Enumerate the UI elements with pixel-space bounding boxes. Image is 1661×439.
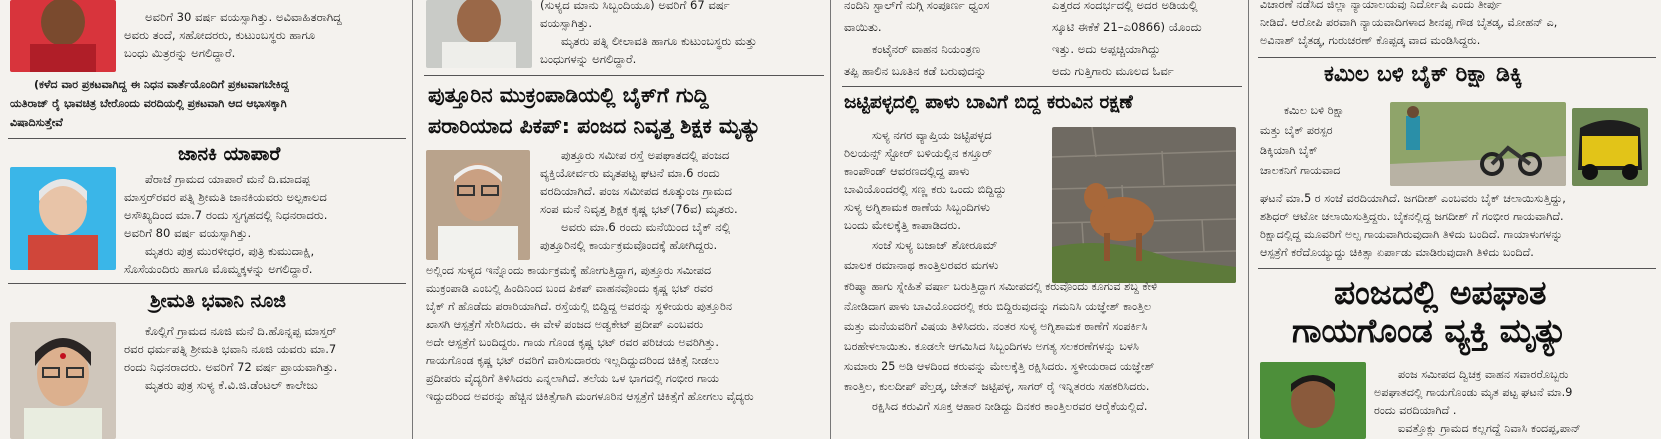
article-text-line: ಡಿಕ್ಕಿಯಾಗಿ ಬೈಕ್ — [1260, 144, 1318, 157]
correction-note: ವಿಷಾದಿಸುತ್ತೇವೆ — [10, 116, 63, 129]
article-photo-teacher — [426, 150, 530, 260]
article-text-line: ನೋಡಿದಾಗ ಪಾಳು ಬಾವಿಯೊಂದರಲ್ಲಿ ಕರು ಬಿದ್ದಿರುವುದನ್ನು ಗಮನಿಸಿ ಯಜ್ಞೇಶ್ ಕಾಂತ್ತಿಲ — [844, 300, 1152, 313]
article-text-line: ಸ್ಕೂಟಿ ಈಕೆಕೆ 21–ಎ0866) ಯೊಂದು — [1052, 20, 1202, 34]
article-text-line: ಪಂಜ ಸಮೀಪದ ದ್ವಿಚಕ್ರ ವಾಹನ ಸವಾರರೊಬ್ಬರು — [1398, 368, 1569, 381]
article-text-line: ಬರಹೇಳಲಾಯಿತು. ಕೂಡಲೇ ಆಗಮಿಸಿದ ಸಿಬ್ಬಂದಿಗಳು ಅಗತ್ಯ ಸಲಕರಣೆಗಳನ್ನು ಬಳಸಿ — [844, 340, 1139, 353]
headline-line-1: ಪುತ್ತೂರಿನ ಮುಕ್ರಂಪಾಡಿಯಲ್ಲಿ ಬೈಕ್‌ಗೆ ಗುದ್ದಿ — [428, 83, 709, 107]
article-text-line: ಆಸ್ಪತ್ರೆಗೆ ಕರೆದೊಯ್ಯುದ್ದು ಚಿಕಿತ್ಸಾ ಏರ್ಪಾಡು ಮಾಡಿರುವುದಾಗಿ ತಿಳಿದು ಬಂದಿದೆ. — [1260, 246, 1534, 259]
column-rule — [412, 0, 413, 439]
article-text-line: ನೀಡಿದೆ. ಆರೋಪಿ ಪರವಾಗಿ ನ್ಯಾಯವಾದಿಗಳಾದ ಶೀನಪ್ಪ ಗೌಡ ಬೈತಡ್ಕ, ಮೋಹನ್ ಎ, — [1260, 16, 1558, 29]
article-text-line: ನಂದಿನಿ ಸ್ಟಾಲ್‌ಗೆ ನುಗ್ಗಿ ಸಂಪೂರ್ಣ ಧ್ವಂಸ — [844, 0, 990, 12]
article-text-line: ವ್ಯಕ್ತಿಯೋರ್ವರು ಮೃತಪಟ್ಟ ಘಟನೆ ಮಾ.6 ರಂದು — [540, 166, 720, 180]
article-text-line: ಅದೇ ಆಸ್ಪತ್ರೆಗೆ ಬಂದಿದ್ದರು. ಗಾಯ ಗೊಂಡ ಕೃಷ್ಣ ಭಟ್ ರವರ ಪರಿಚಯ ಅವರಿಗಿತ್ತು. — [426, 336, 719, 349]
article-text-line: (ಸುಳ್ಯದ ಮಾನು ಸಿಬ್ಬಂದಿಯೂ) ಅವರಿಗೆ 67 ವರ್ಷ — [540, 0, 730, 12]
article-text-line: ಸಂಪ ಮನೆ ನಿವೃತ್ತ ಶಿಕ್ಷಕ ಕೃಷ್ಣ ಭಟ್(76ವ) ಮೃತರು. — [540, 202, 738, 216]
article-photo-autorickshaw — [1572, 108, 1648, 186]
article-text-line: ಕೊಲ್ಲಿಗೆ ಗ್ರಾಮದ ನೂಜಿ ಮನೆ ದಿ.ಹೊನ್ನಪ್ಪ ಮಾಸ್ತರ್ — [145, 324, 337, 338]
headline-line-2: ಪರಾರಿಯಾದ ಪಿಕಪ್: ಪಂಜದ ನಿವೃತ್ತ ಶಿಕ್ಷಕ ಮೃತ್ಯು — [428, 114, 761, 138]
obituary-photo-man — [10, 0, 116, 72]
article-text-line: ರಂದು ನಿಧನರಾದರು. ಅವರಿಗೆ 72 ವರ್ಷ ಪ್ರಾಯವಾಗಿತ್ತು. — [124, 360, 338, 374]
article-text-line: ಮೃತರು ಪುತ್ರ ಮುರಳೀಧರ, ಪುತ್ರಿ ಕುಮುದಾಕ್ಷಿ, — [145, 244, 315, 258]
headline-panja-line-2: ಗಾಯಗೊಂಡ ವ್ಯಕ್ತಿ ಮೃತ್ಯು — [1292, 311, 1568, 350]
article-text-line: ಕರಿಷ್ಮಾ ಹಾಗು ಸ್ನೇಹಿತೆ ವರ್ಷಾ ಬರುತ್ತಿದ್ದಾಗ ಸಮೀಪದಲ್ಲಿ ಕರುವೊಂದು ಕೂಗುವ ಶಬ್ದ ಕೇಳಿ — [844, 280, 1158, 293]
article-text-line: ಖಾಸಗಿ ಆಸ್ಪತ್ರೆಗೆ ಸೇರಿಸಿದರು. ಈ ವೇಳೆ ಪಂಜದ ಅಡ್ವಕೇಟ್ ಪ್ರದೀಪ್ ಎಂಬವರು — [426, 318, 704, 331]
article-text-line: ಘಟನೆ ಮಾ.5 ರ ಸಂಜೆ ವರದಿಯಾಗಿದೆ. ಜಗದೀಶ್ ಎಂಬವರು ಬೈಕ್ ಚಲಾಯಿಸುತ್ತಿದ್ದು, — [1260, 192, 1566, 205]
accident-article-column — [416, 0, 828, 439]
article-photo-victim — [1260, 362, 1366, 439]
headline-kamila: ಕಮಿಲ ಬಳಿ ಬೈಕ್ ರಿಕ್ಷಾ ಡಿಕ್ಕಿ — [1324, 62, 1523, 87]
article-text-line: ರಿಲಯನ್ಸ್ ಸ್ಟೋರ್ ಬಳಿಯಲ್ಲಿನ ಕಸ್ತೂರ್ — [844, 146, 992, 160]
obituaries-column — [0, 0, 410, 439]
correction-note: (ಕಳೆದ ವಾರ ಪ್ರಕಟವಾಗಿದ್ದ ಈ ನಿಧನ ವಾರ್ತೆಯೊಂದಿಗೆ ಪ್ರಕಟವಾಗಬೇಕಿದ್ದ — [34, 78, 289, 91]
article-text-line: ಮತ್ತು ಮನೆಯವರಿಗೆ ವಿಷಯ ತಿಳಿಸಿದರು. ನಂತರ ಸುಳ್ಯ ಅಗ್ನಿಶಾಮಕ ಠಾಣೆಗೆ ಸಂಪರ್ಕಿಸಿ — [844, 320, 1148, 333]
section-divider — [8, 138, 406, 139]
article-text-line: ಮಾಸ್ತರ್‌ರವರ ಪತ್ನಿ ಶ್ರೀಮತಿ ಜಾನಕಿಯವರು ಅಲ್ಪಕಾಲದ — [124, 190, 327, 204]
article-text-line: ಸಂಜೆ ಸುಳ್ಯ ಬಜಾಜ್ ಶೋರೂಮ್ — [872, 238, 998, 252]
news-briefs-column — [1252, 0, 1661, 439]
article-text-line: ರಕ್ಷಿಸಿದ ಕರುವಿಗೆ ಸೂಕ್ತ ಆಹಾರ ನೀಡಿದ್ದು ದಿನಕರ ಕಾಂತ್ತಿಲರವರ ಆರೈಕೆಯಲ್ಲಿದೆ. — [872, 400, 1148, 413]
obituary-photo-janaki — [10, 167, 116, 270]
article-text-line: ಕಾಂತ್ತಿಲ, ಕುಲದೀಪ್ ಪೆಲ್ತಡ್ಕ, ಚೇತನ್ ಜಟ್ಟಿಪಳ್ಳ, ಸಾಗರ್ ರೈ ಇನ್ನಿತರರು ಸಹಕರಿಸಿದರು. — [844, 380, 1150, 393]
article-text-line: ಕಮಿಲ ಬಳಿ ರಿಕ್ಷಾ — [1284, 104, 1345, 117]
article-text-line: ಮತ್ತು ಬೈಕ್ ಪರಸ್ಪರ — [1260, 124, 1333, 137]
article-text-line: ಮೃತರು ಪುತ್ರ ಸುಳ್ಯ ಕೆ.ವಿ.ಜಿ.ಡೆಂಟಲ್ ಕಾಲೇಜು — [145, 378, 318, 392]
article-text-line: ಅವಿನಾಶ್ ಬೈತಡ್ಕ, ಗುರುಚರಣ್ ಕೊಪ್ಪಡ್ಕ ವಾದ ಮಂಡಿಸಿದ್ದರು. — [1260, 34, 1481, 47]
section-divider — [1258, 268, 1656, 269]
article-text-line: ಅವರು ತಂದೆ, ಸಹೋದರರು, ಕುಟುಂಬಸ್ಥರು ಹಾಗೂ — [124, 28, 316, 42]
section-divider — [424, 75, 824, 76]
calf-rescue-column — [834, 0, 1246, 439]
article-text-line: ಪ್ರದೀಪರು ವೈದ್ಯರಿಗೆ ತಿಳಿಸಿದರು ಎನ್ನಲಾಗಿದೆ. ತಲೆಯ ಒಳ ಭಾಗದಲ್ಲಿ ಗಂಭೀರ ಗಾಯ — [426, 372, 720, 385]
column-rule — [830, 0, 831, 439]
article-text-line: ಪುತ್ತೂರು ಸಮೀಪ ರಸ್ತೆ ಅಪಘಾತದಲ್ಲಿ ಪಂಜದ — [561, 148, 730, 162]
article-text-line: ಪುತ್ತೂರಿನಲ್ಲಿ ಕಾರ್ಯಕ್ರಮವೊಂದಕ್ಕೆ ಹೋಗಿದ್ದರು. — [540, 238, 718, 252]
article-text-line: ರವರ ಧರ್ಮಪತ್ನಿ ಶ್ರೀಮತಿ ಭವಾನಿ ನೂಜಿ ಯವರು ಮಾ.7 — [124, 342, 337, 356]
article-text-line: ಅವರಿಗೆ 80 ವರ್ಷ ವಯಸ್ಸಾಗಿತ್ತು. — [124, 226, 252, 240]
article-text-line: ಶಶಿಧರ್ ಆಟೋ ಚಲಾಯಿಸುತ್ತಿದ್ದರು. ಬೈಕನಲ್ಲಿದ್ದ ಜಗದೀಶ್ ಗೆ ಗಂಭೀರ ಗಾಯವಾಗಿದೆ. — [1260, 210, 1564, 223]
article-text-line: ತಪ್ಪಿ ಹಾಲಿನ ಬೂತಿನ ಕಡೆ ಬರುವುದನ್ನು — [844, 64, 987, 78]
obituary-photo-bhavani — [10, 322, 116, 439]
correction-note: ಯತಿರಾಜ್ ರೈ ಭಾವಚಿತ್ರ ಬೇರೊಂದು ವರದಿಯಲ್ಲಿ ಪ್ರಕಟವಾಗಿ ಆದ ಆಭಾಸಕ್ಕಾಗಿ — [10, 97, 287, 110]
article-text-line: ಮಾಲಕ ರಮಾನಾಥ ಕಾಂತ್ತಿಲರವರ ಮಗಳು — [844, 258, 999, 272]
article-text-line: ಮೃತರು ಪತ್ನಿ ಲೀಲಾವತಿ ಹಾಗೂ ಕುಟುಂಬಸ್ಥರು ಮತ್ತು — [561, 34, 757, 48]
article-text-line: ಸುಳ್ಯ ನಗರ ವ್ಯಾಪ್ತಿಯ ಜಟ್ಟಿಪಳ್ಳದ — [872, 128, 992, 142]
article-text-line: ಬಾವಿಯೊಂದರಲ್ಲಿ ಸಣ್ಣ ಕರು ಒಂದು ಬಿದ್ದಿದ್ದು — [844, 182, 1007, 196]
article-text-line: ಬಂಧು ಮಿತ್ರರನ್ನು ಅಗಲಿದ್ದಾರೆ. — [124, 46, 236, 60]
article-text-line: ಇತ್ತು. ಅದು ಅಪ್ಪಚ್ಚಿಯಾಗಿದ್ದು — [1052, 42, 1161, 56]
article-text-line: ಬಂಧುಗಳನ್ನು ಅಗಲಿದ್ದಾರೆ. — [540, 52, 637, 66]
headline: ಜಟ್ಟಿಪಳ್ಳದಲ್ಲಿ ಪಾಳು ಬಾವಿಗೆ ಬಿದ್ದ ಕರುವಿನ ರಕ್ಷಣೆ — [844, 92, 1133, 113]
article-text-line: ಅವರಿಗೆ 30 ವರ್ಷ ವಯಸ್ಸಾಗಿತ್ತು. ಅವಿವಾಹಿತರಾಗಿದ್ದ — [145, 10, 342, 24]
article-text-line: ಚಾಲಕನಿಗೆ ಗಾಯವಾದ — [1260, 164, 1341, 177]
article-text-line: ಅಪಘಾತದಲ್ಲಿ ಗಾಯಗೊಂಡು ಮೃತ ಪಟ್ಟ ಘಟನೆ ಮಾ.9 — [1374, 386, 1573, 399]
article-text-line: ಸುಮಾರು 25 ಅಡಿ ಆಳದಿಂದ ಕರುವನ್ನು ಮೇಲಕ್ಕೆತ್ತಿ ರಕ್ಷಿಸಿದರು. ಸ್ಥಳೀಯರಾದ ಯಜ್ಞೇಶ್ — [844, 360, 1155, 373]
article-text-line: ವಯಸ್ಸಾಗಿತ್ತು. — [540, 16, 593, 30]
article-text-line: ಇದ್ದುದರಿಂದ ಅವರನ್ನು ಹೆಚ್ಚಿನ ಚಿಕಿತ್ಸೆಗಾಗಿ ಮಂಗಳೂರಿನ ಆಸ್ಪತ್ರೆಗೆ ಚಿಕಿತ್ಸೆಗೆ ಹೋಗಲು ವೈದ್ಯರು — [426, 390, 754, 403]
section-divider — [8, 283, 406, 284]
article-photo-calf-in-well — [1052, 127, 1236, 283]
obituary-title-janaki: ಜಾನಕಿ ಯಾಪಾರೆ — [178, 143, 281, 165]
article-text-line: ಸುಳ್ಯ ಅಗ್ನಿಶಾಮಕ ಠಾಣೆಯ ಸಿಬ್ಬಂದಿಗಳು — [844, 200, 990, 214]
obituary-title-bhavani: ಶ್ರೀಮತಿ ಭವಾನಿ ನೂಜಿ — [150, 290, 286, 312]
article-text-line: ಕಾಂಪೌಂಡ್ ಆವರಣದಲ್ಲಿದ್ದ ಪಾಳು — [844, 164, 970, 178]
article-text-line: ರಂದು ವರದಿಯಾಗಿದೆ . — [1374, 404, 1457, 417]
article-text-line: ಮುಕ್ರಂಪಾಡಿ ಎಂಬಲ್ಲಿ ಹಿಂದಿನಿಂದ ಬಂದ ಪಿಕಪ್ ವಾಹನವೊಂದು ಕೃಷ್ಣ ಭಟ್ ರವರ — [426, 282, 713, 295]
article-text-line: ಬಂದು ಮೇಲಕ್ಕೆತ್ತಿ ಕಾಪಾಡಿದರು. — [844, 218, 961, 232]
article-text-line: ಪೆರಾಜೆ ಗ್ರಾಮದ ಯಾಪಾರೆ ಮನೆ ದಿ.ಮಾದಪ್ಪ — [145, 172, 311, 186]
headline-panja-line-1: ಪಂಜದಲ್ಲಿ ಅಪಘಾತ — [1334, 273, 1547, 312]
article-text-line: ಗಾಯಗೊಂಡ ಕೃಷ್ಣ ಭಟ್ ರವರಿಗೆ ವಾರಿಸುದಾರರು ಇಲ್ಲದಿದ್ದುದರಿಂದ ಚಿಕಿತ್ಸೆ ನೀಡಲು — [426, 354, 720, 367]
article-text-line: ಐವತ್ತೊಕ್ಲು ಗ್ರಾಮದ ಕಲ್ಲಗದ್ದೆ ನಿವಾಸಿ ಕಂದಪ್ಪ,ಪಾನ್ — [1398, 422, 1581, 435]
article-text-line: ವರದಿಯಾಗಿದೆ. ಪಂಜ ಸಮೀಪದ ಕೂತ್ಕುಂಜ ಗ್ರಾಮದ — [540, 184, 733, 198]
article-text-line: ವಿಚಾರಣೆ ನಡೆಸಿದ ಜಿಲ್ಲಾ ನ್ಯಾಯಾಲಯವು ನಿರ್ದೋಷಿ ಎಂದು ತೀರ್ಪು — [1260, 0, 1502, 11]
article-text-line: ಎತ್ತರದ ಸಂದರ್ಭದಲ್ಲಿ ಅದರ ಅಡಿಯಲ್ಲಿ — [1052, 0, 1198, 12]
article-text-line: ಅದು ಗುತ್ತಿಗಾರು ಮೂಲದ ಓರ್ವ — [1052, 64, 1174, 78]
article-text-line: ಬೈಕ್ ಗೆ ಹೊಡೆದು ಪರಾರಿಯಾಗಿದೆ. ರಸ್ತೆಯಲ್ಲಿ ಬಿದ್ದಿದ್ದ ಅವರನ್ನು ಸ್ಥಳೀಯರು ಪುತ್ತೂರಿನ — [426, 300, 733, 313]
obituary-photo-elder-man — [426, 0, 532, 68]
column-rule — [1248, 0, 1249, 439]
article-text-line: ಸೊಸೆಯಂದಿರು ಹಾಗೂ ಮೊಮ್ಮಕ್ಕಳನ್ನು ಅಗಲಿದ್ದಾರೆ. — [124, 262, 313, 276]
article-text-line: ಕಂಟೈನರ್ ವಾಹನ ನಿಯಂತ್ರಣ — [872, 42, 981, 56]
article-text-line: ಅಲ್ಲಿಂದ ಸುಳ್ಯದ ಇನ್ನೊಂದು ಕಾರ್ಯಕ್ರಮಕ್ಕೆ ಹೋಗುತ್ತಿದ್ದಾಗ, ಪುತ್ತೂರು ಸಮೀಪದ — [426, 264, 712, 277]
section-divider — [842, 86, 1242, 87]
article-text-line: ಅವರು ಮಾ.6 ರಂದು ಮನೆಯಿಂದ ಬೈಕ್ ನಲ್ಲಿ — [561, 220, 731, 234]
article-text-line: ವಾಯಿತು. — [844, 20, 882, 34]
section-divider — [1258, 57, 1656, 58]
article-text-line: ಅಸೌಖ್ಯದಿಂದ ಮಾ.7 ರಂದು ಸ್ವಗೃಹದಲ್ಲಿ ನಿಧನರಾದರು. — [124, 208, 328, 222]
article-text-line: ರಿಕ್ಷಾದಲ್ಲಿದ್ದ ಮೂವರಿಗೆ ಅಲ್ಪ ಗಾಯವಾಗಿರುವುದಾಗಿ ತಿಳಿದು ಬಂದಿದೆ. ಗಾಯಾಳುಗಳನ್ನು — [1260, 228, 1563, 241]
article-photo-bike-accident — [1390, 102, 1566, 186]
